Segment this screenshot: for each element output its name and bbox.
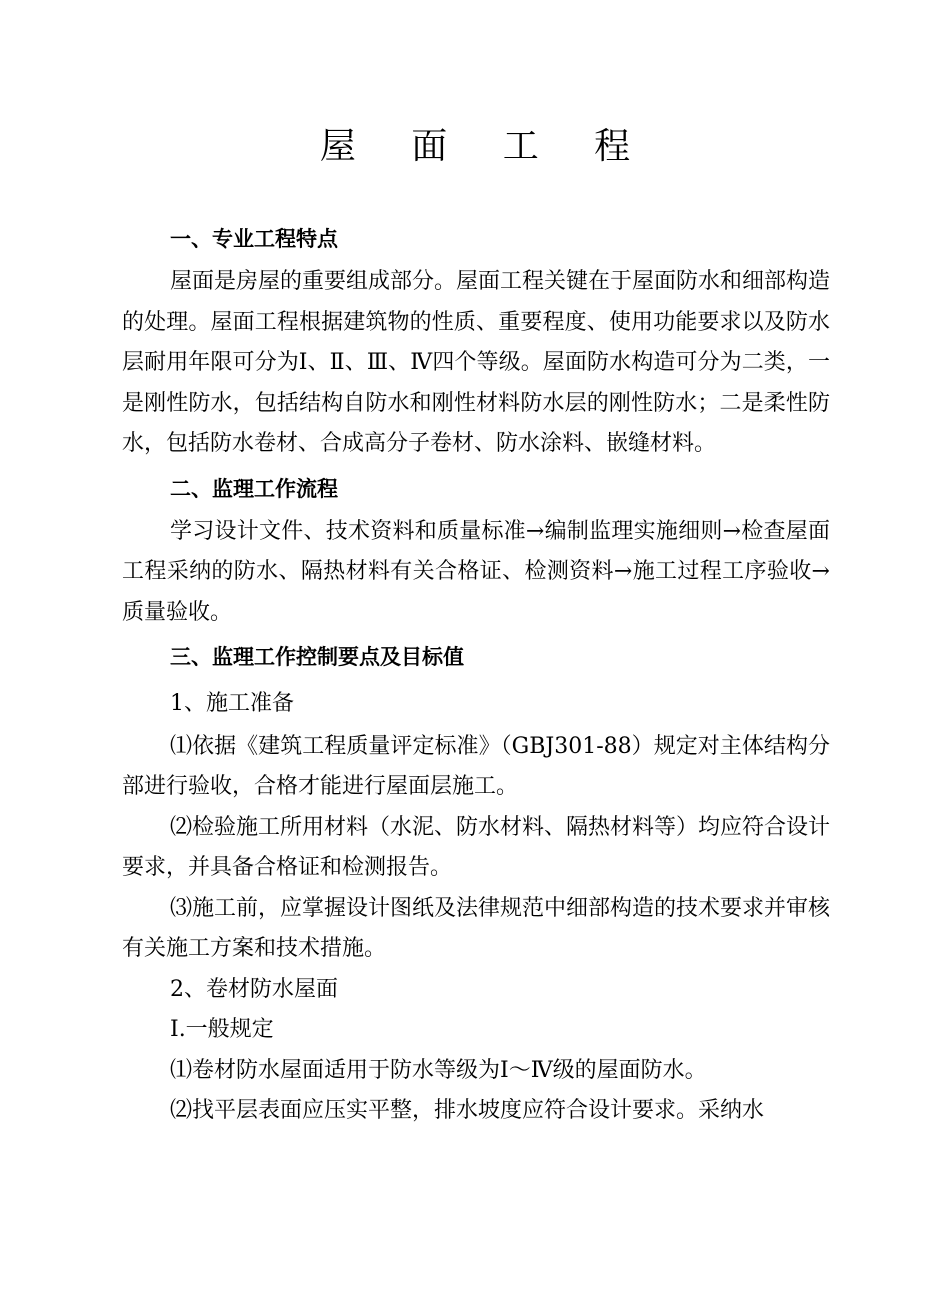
general-provisions-label: Ⅰ.一般规定 bbox=[170, 1017, 274, 1042]
section-paragraph-2: 学习设计文件、技术资料和质量标准→编制监理实施细则→检查屋面工程采纳的防水、隔热材料有关合格证、检测资料→施工过程工序验收→质量验收。 bbox=[122, 518, 830, 625]
section-paragraph-1: 屋面是房屋的重要组成部分。屋面工程关键在于屋面防水和细部构造的处理。屋面工程根据建筑物的性质、重要程度、使用功能要求以及防水层耐用年限可分为Ⅰ、Ⅱ、Ⅲ、Ⅳ四个等级。屋面防水构造可分为二类，一是刚性防水，包括结构自防水和刚性材料防水层的刚性防水；二是柔性防水，包括防水卷材、合成高分子卷材、防水涂料、嵌缝材料。 bbox=[122, 269, 831, 456]
prep-item-1: ⑴依据《建筑工程质量评定标准》（GBJ301-88）规定对主体结构分部进行验收，合格才能进行屋面层施工。 bbox=[122, 733, 830, 799]
section-heading-1: 一、专业工程特点 bbox=[170, 227, 338, 251]
prep-item-3: ⑶施工前，应掌握设计图纸及法律规范中细部构造的技术要求并审核有关施工方案和技术措施。 bbox=[122, 895, 831, 961]
section-heading-2: 二、监理工作流程 bbox=[170, 476, 338, 501]
membrane-item-2: ⑵找平层表面应压实平整，排水坡度应符合设计要求。采纳水 bbox=[170, 1098, 765, 1123]
membrane-item-1: ⑴卷材防水屋面适用于防水等级为Ⅰ～Ⅳ级的屋面防水。 bbox=[170, 1057, 707, 1083]
prep-item-2: ⑵检验施工所用材料（水泥、防水材料、隔热材料等）均应符合设计要求，并具备合格证和检测报告。 bbox=[122, 814, 831, 880]
subsection-membrane-roof: 2、卷材防水屋面 bbox=[170, 976, 338, 1002]
section-heading-3: 三、监理工作控制要点及目标值 bbox=[170, 645, 464, 669]
subsection-construction-prep: 1、施工准备 bbox=[170, 691, 294, 716]
page-title: 屋 面 工 程 bbox=[319, 126, 653, 167]
document-body bbox=[122, 218, 830, 1132]
